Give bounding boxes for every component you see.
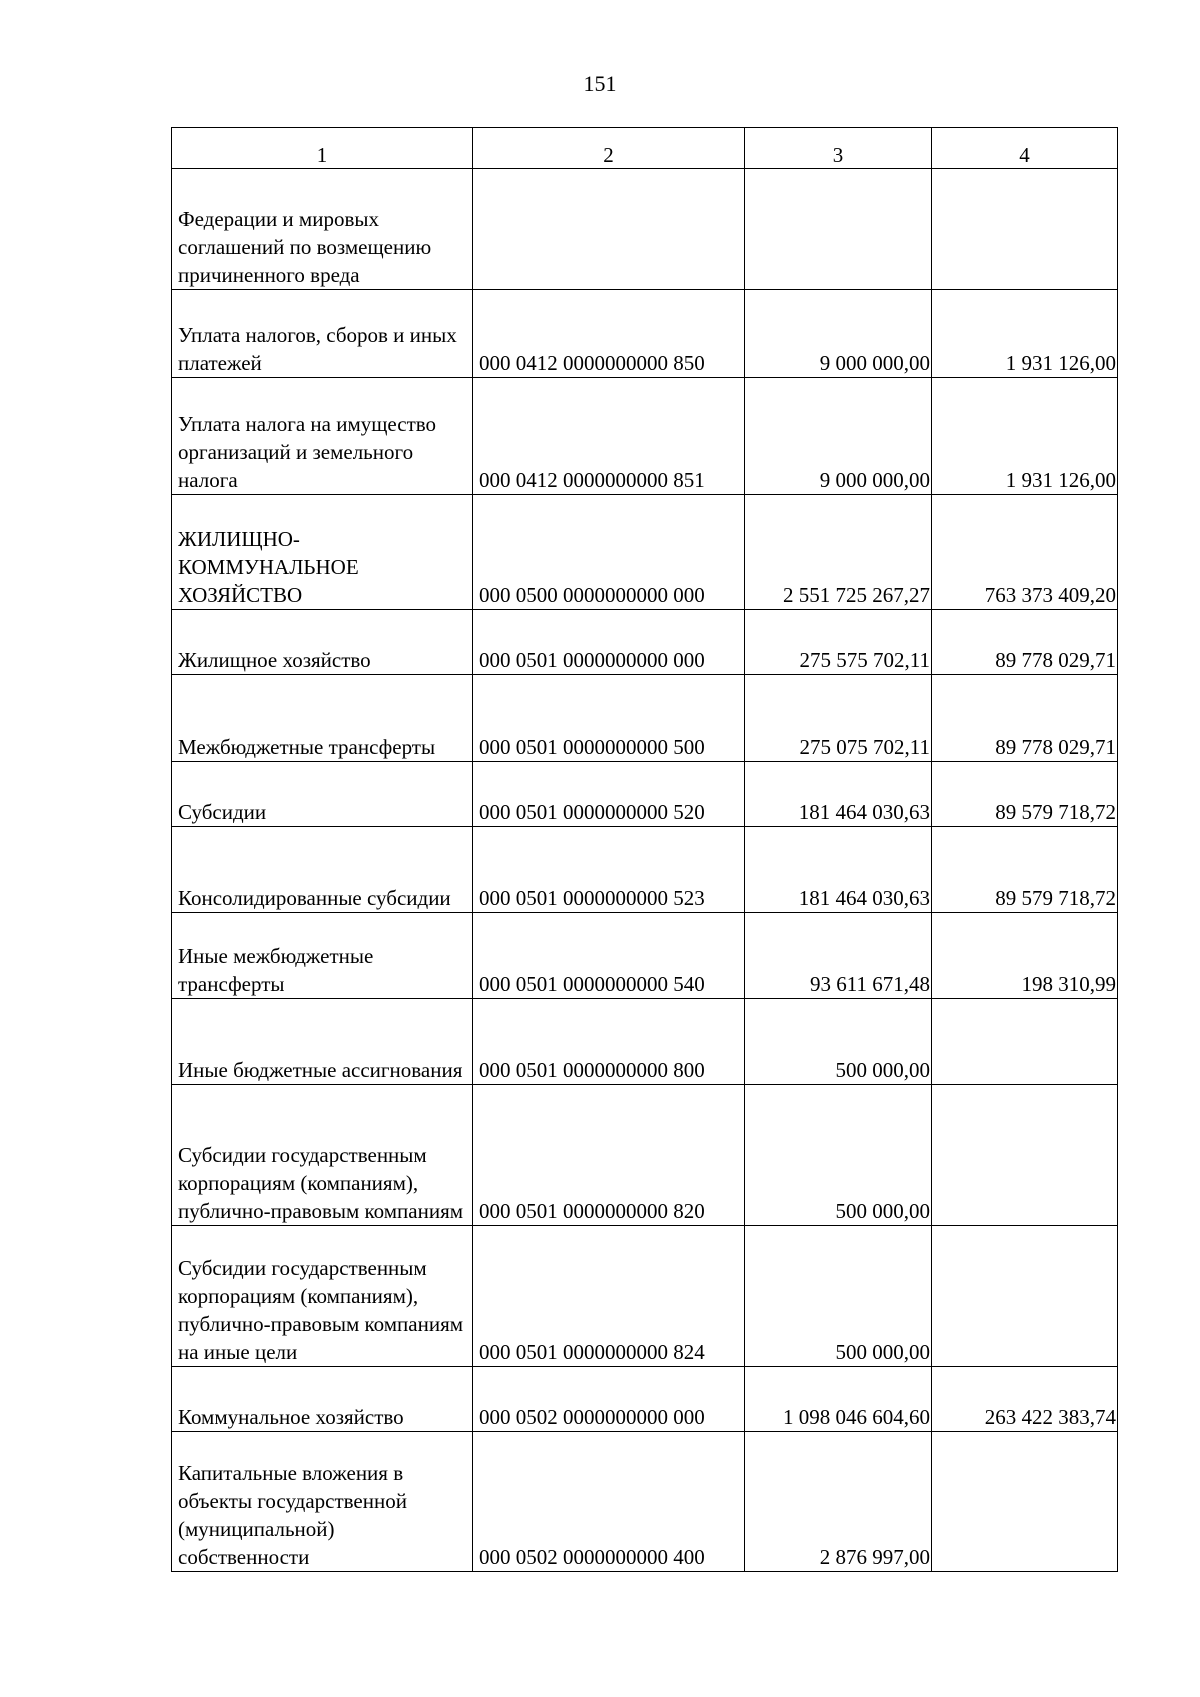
row-name: Субсидии xyxy=(172,762,473,827)
row-code: 000 0501 0000000000 800 xyxy=(473,999,745,1085)
table-row xyxy=(172,610,1118,675)
row-value-3: 1 098 046 604,60 xyxy=(745,1367,932,1432)
row-value-3: 500 000,00 xyxy=(745,1226,932,1367)
column-header-1: 1 xyxy=(172,128,473,169)
column-header-4: 4 xyxy=(932,128,1118,169)
row-value-4 xyxy=(932,1226,1118,1367)
row-value-4: 1 931 126,00 xyxy=(932,290,1118,378)
row-value-3: 181 464 030,63 xyxy=(745,762,932,827)
row-value-3: 93 611 671,48 xyxy=(745,913,932,999)
row-code: 000 0500 0000000000 000 xyxy=(473,495,745,610)
table-row xyxy=(172,290,1118,378)
row-value-3: 181 464 030,63 xyxy=(745,827,932,913)
table-header-row xyxy=(172,128,1118,169)
row-value-3: 9 000 000,00 xyxy=(745,378,932,495)
table-row xyxy=(172,1085,1118,1226)
row-name: Уплата налога на имущество организаций и земельного налога xyxy=(172,378,473,495)
row-value-4 xyxy=(932,1432,1118,1572)
row-code: 000 0501 0000000000 000 xyxy=(473,610,745,675)
table-row xyxy=(172,913,1118,999)
row-value-4: 89 579 718,72 xyxy=(932,762,1118,827)
column-header-3: 3 xyxy=(745,128,932,169)
row-code: 000 0501 0000000000 520 xyxy=(473,762,745,827)
row-code: 000 0501 0000000000 820 xyxy=(473,1085,745,1226)
row-name: Межбюджетные трансферты xyxy=(172,675,473,762)
row-code: 000 0501 0000000000 540 xyxy=(473,913,745,999)
table-row xyxy=(172,675,1118,762)
row-code: 000 0501 0000000000 824 xyxy=(473,1226,745,1367)
table-row xyxy=(172,1432,1118,1572)
row-code: 000 0412 0000000000 851 xyxy=(473,378,745,495)
column-header-2: 2 xyxy=(473,128,745,169)
table-row xyxy=(172,495,1118,610)
row-code: 000 0502 0000000000 000 xyxy=(473,1367,745,1432)
page-number: 151 xyxy=(583,71,617,96)
row-value-4: 263 422 383,74 xyxy=(932,1367,1118,1432)
row-name: Уплата налогов, сборов и иных платежей xyxy=(172,290,473,378)
table-row xyxy=(172,762,1118,827)
row-code xyxy=(473,169,745,290)
row-value-4 xyxy=(932,999,1118,1085)
table-row xyxy=(172,999,1118,1085)
row-name: Капитальные вложения в объекты государственной (муниципальной) собственности xyxy=(172,1432,473,1572)
row-name: ЖИЛИЩНО-КОММУНАЛЬНОЕ ХОЗЯЙСТВО xyxy=(172,495,473,610)
table-row xyxy=(172,169,1118,290)
row-value-4 xyxy=(932,169,1118,290)
row-value-3: 2 551 725 267,27 xyxy=(745,495,932,610)
row-name: Субсидии государственным корпорациям (компаниям), публично-правовым компаниям на иные цели xyxy=(172,1226,473,1367)
row-value-3: 500 000,00 xyxy=(745,1085,932,1226)
row-value-3 xyxy=(745,169,932,290)
row-value-4: 763 373 409,20 xyxy=(932,495,1118,610)
row-code: 000 0501 0000000000 500 xyxy=(473,675,745,762)
row-name: Федерации и мировых соглашений по возмещению причиненного вреда xyxy=(172,169,473,290)
row-code: 000 0412 0000000000 850 xyxy=(473,290,745,378)
row-value-3: 275 075 702,11 xyxy=(745,675,932,762)
row-name: Коммунальное хозяйство xyxy=(172,1367,473,1432)
table-row xyxy=(172,1226,1118,1367)
row-name: Жилищное хозяйство xyxy=(172,610,473,675)
row-value-3: 2 876 997,00 xyxy=(745,1432,932,1572)
row-name: Иные бюджетные ассигнования xyxy=(172,999,473,1085)
row-value-4: 198 310,99 xyxy=(932,913,1118,999)
budget-table xyxy=(171,127,1118,1572)
row-value-3: 500 000,00 xyxy=(745,999,932,1085)
row-value-3: 9 000 000,00 xyxy=(745,290,932,378)
row-value-4: 89 778 029,71 xyxy=(932,675,1118,762)
table-row xyxy=(172,1367,1118,1432)
row-value-3: 275 575 702,11 xyxy=(745,610,932,675)
row-code: 000 0501 0000000000 523 xyxy=(473,827,745,913)
row-name: Субсидии государственным корпорациям (компаниям), публично-правовым компаниям xyxy=(172,1085,473,1226)
row-value-4: 89 579 718,72 xyxy=(932,827,1118,913)
row-value-4: 89 778 029,71 xyxy=(932,610,1118,675)
row-value-4 xyxy=(932,1085,1118,1226)
row-name: Консолидированные субсидии xyxy=(172,827,473,913)
table-row xyxy=(172,827,1118,913)
table-row xyxy=(172,378,1118,495)
row-value-4: 1 931 126,00 xyxy=(932,378,1118,495)
row-name: Иные межбюджетные трансферты xyxy=(172,913,473,999)
row-code: 000 0502 0000000000 400 xyxy=(473,1432,745,1572)
